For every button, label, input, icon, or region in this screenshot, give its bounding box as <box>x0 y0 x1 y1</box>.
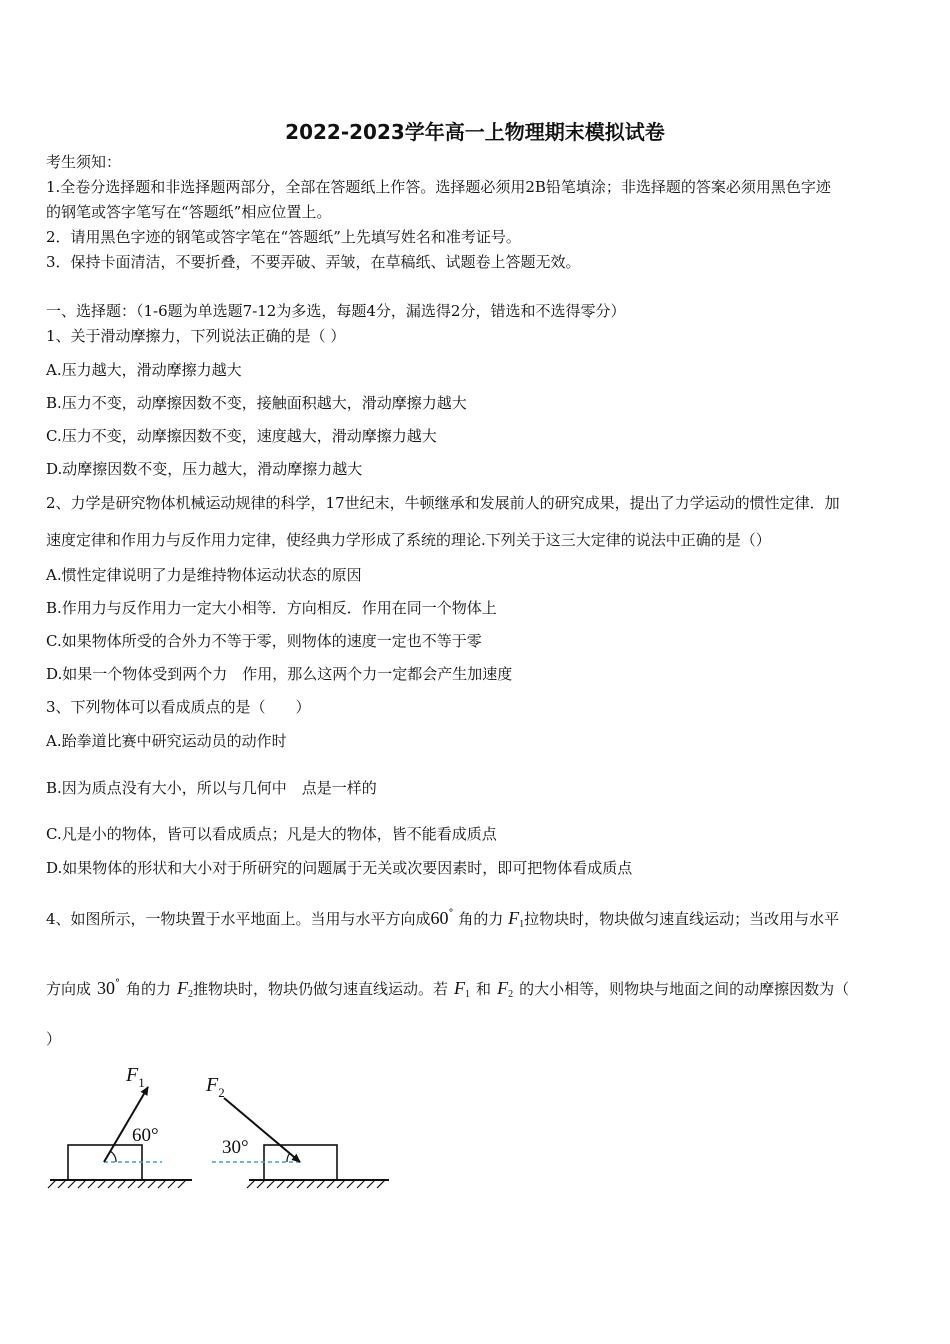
q2-option-d: D.如果一个物体受到两个力 作用，那么这两个力一定都会产生加速度 <box>46 665 513 683</box>
f1-label: $F_1$ <box>126 1064 145 1090</box>
q2-option-a: A.惯性定律说明了力是维持物体运动状态的原因 <box>46 566 362 584</box>
notice-heading: 考生须知： <box>46 153 122 171</box>
q1-stem: 1、关于滑动摩擦力，下列说法正确的是（ ） <box>46 327 346 345</box>
f2-label: $F_2$ <box>206 1074 225 1100</box>
section-heading: 一、选择题：（1-6题为单选题7-12为多选，每题4分，漏选得2分，错选和不选得零分） <box>46 302 626 320</box>
q1-option-d: D.动摩擦因数不变，压力越大，滑动摩擦力越大 <box>46 460 363 478</box>
page-title: 2022-2023学年高一上物理期末模拟试卷 <box>285 120 665 144</box>
q4-line-3: ） <box>46 1030 62 1048</box>
block-right <box>264 1145 337 1180</box>
notice-item-2: 2．请用黑色字迹的钢笔或答字笔在“答题纸”上先填写姓名和准考证号。 <box>46 228 521 246</box>
notice-item-1: 1.全卷分选择题和非选择题两部分，全部在答题纸上作答。选择题必须用2B铅笔填涂；非选择题的答案必须用黑色字迹 <box>46 178 831 196</box>
force-f1-symbol: $F_1$ <box>454 978 471 1000</box>
angle-arc-60 <box>110 1151 116 1162</box>
q3-stem: 3、下列物体可以看成质点的是（ ） <box>46 698 311 716</box>
q4-line-1: 4、如图所示，一物块置于水平地面上。当用与水平方向成60° 角的力 $F_1$拉物块时，物块做匀速直线运动；当改用与水平 <box>46 908 840 930</box>
q2-option-c: C.如果物体所受的合外力不等于零，则物体的速度一定也不等于零 <box>46 632 482 650</box>
q1-option-c: C.压力不变，动摩擦因数不变，速度越大，滑动摩擦力越大 <box>46 427 437 445</box>
q3-option-d: D.如果物体的形状和大小对于所研究的问题属于无关或次要因素时，即可把物体看成质点 <box>46 859 633 877</box>
q3-option-b: B.因为质点没有大小，所以与几何中 点是一样的 <box>46 779 377 797</box>
force-f2-symbol: $F_2$ <box>177 978 194 1000</box>
force-diagram <box>44 1055 404 1200</box>
ground-left <box>48 1180 192 1188</box>
q1-option-a: A.压力越大，滑动摩擦力越大 <box>46 361 242 379</box>
q2-stem-1: 2、力学是研究物体机械运动规律的科学，17世纪末，牛顿继承和发展前人的研究成果，提出了力学运动的惯性定律．加 <box>46 494 840 512</box>
angle-label-30: 30° <box>222 1137 249 1158</box>
q3-option-c: C.凡是小的物体，皆可以看成质点；凡是大的物体，皆不能看成质点 <box>46 825 497 843</box>
force-f2-symbol: $F_2$ <box>497 978 514 1000</box>
notice-item-3: 3．保持卡面清洁，不要折叠，不要弄破、弄皱，在草稿纸、试题卷上答题无效。 <box>46 253 581 271</box>
q2-option-b: B.作用力与反作用力一定大小相等．方向相反．作用在同一个物体上 <box>46 599 497 617</box>
ground-right <box>247 1180 389 1188</box>
angle-arc-30 <box>287 1153 290 1162</box>
q1-option-b: B.压力不变，动摩擦因数不变，接触面积越大，滑动摩擦力越大 <box>46 394 467 412</box>
notice-item-1-cont: 的钢笔或答字笔写在“答题纸”相应位置上。 <box>46 203 332 221</box>
force-f1-symbol: $F_1$ <box>508 908 525 930</box>
q4-line-2: 方向成 30° 角的力 $F_2$推物块时，物块仍做匀速直线运动。若 $F_1$ 和 $F_2$ 的大小相等，则物块与地面之间的动摩擦因数为（ <box>46 978 850 1000</box>
q2-stem-2: 速度定律和作用力与反作用力定律，使经典力学形成了系统的理论.下列关于这三大定律的说法中正确的是（） <box>46 531 771 549</box>
q3-option-a: A.跆拳道比赛中研究运动员的动作时 <box>46 732 287 750</box>
angle-label-60: 60° <box>132 1125 159 1146</box>
